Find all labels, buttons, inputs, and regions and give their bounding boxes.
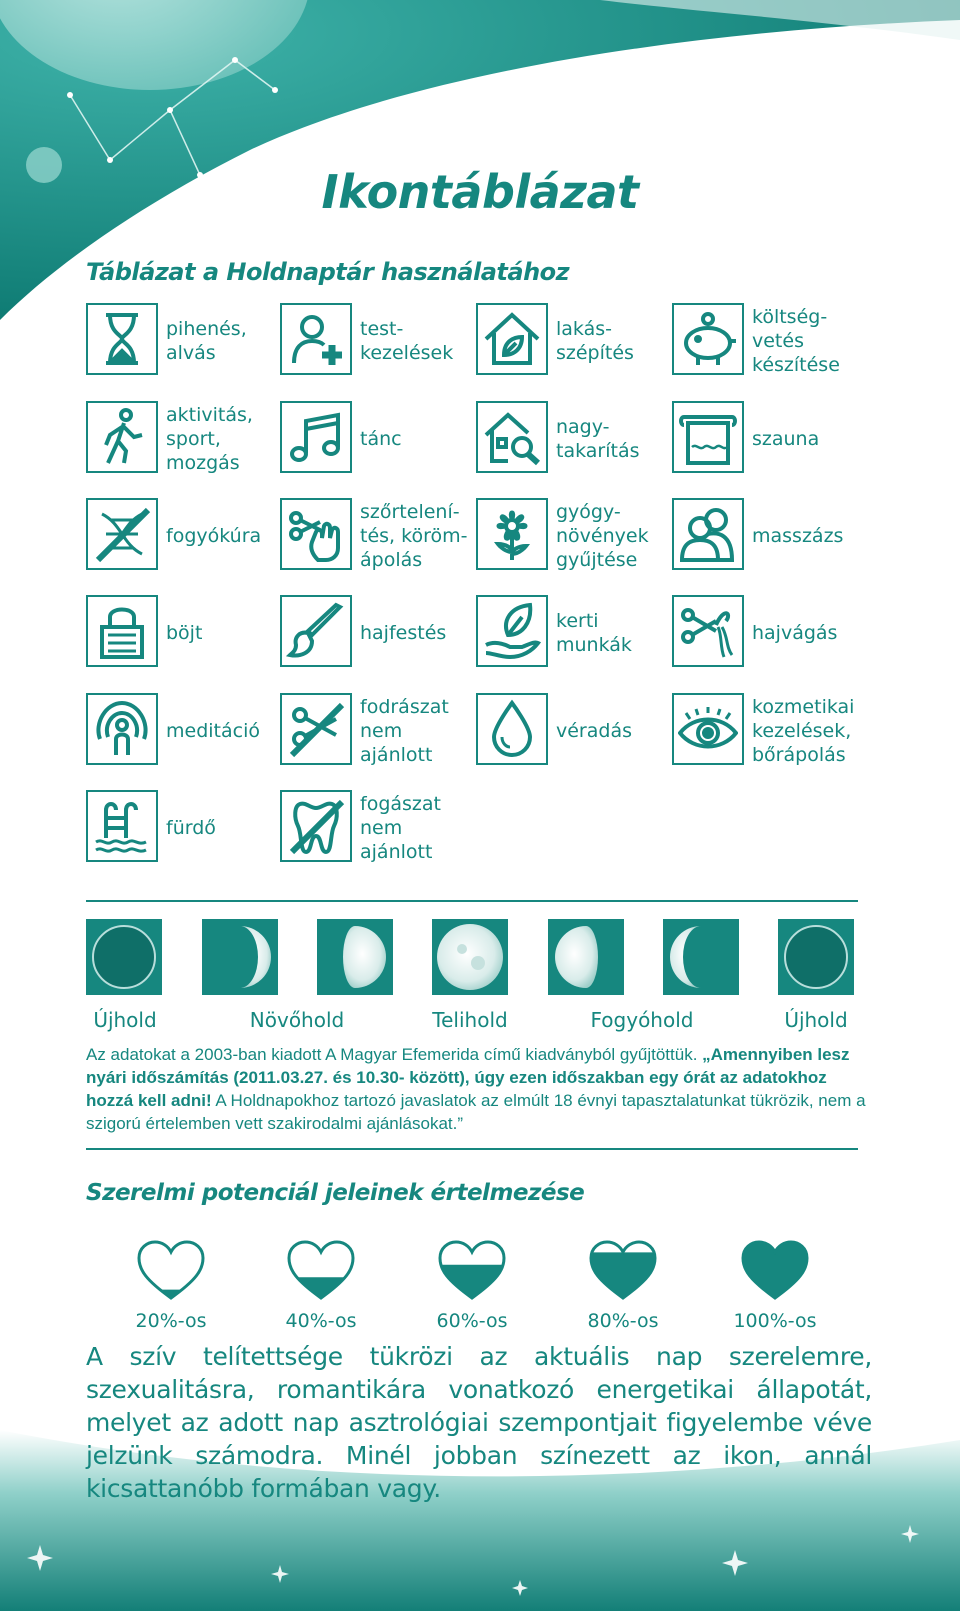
heart-label-20: 20%-os (135, 1310, 207, 1332)
dna-crossed-icon (92, 504, 152, 564)
scissors-hand-icon (286, 504, 346, 564)
scissors-hair-icon (678, 601, 738, 661)
scissors-crossed-icon (286, 699, 346, 759)
icon-cell-meditation (86, 693, 276, 773)
icon-label: fodrászat nem ajánlott (360, 696, 449, 766)
icon-label: szőrtelení- tés, köröm- ápolás (360, 501, 468, 571)
moon-label-full: Telihold (432, 1008, 508, 1032)
pool-ladder-icon (92, 796, 152, 856)
icon-cell-rest (86, 303, 276, 383)
hourglass-icon (92, 309, 152, 369)
icon-label: kozmetikai kezelések, bőrápolás (752, 696, 855, 766)
heart-40-icon (286, 1240, 356, 1302)
icon-label: fogászat nem ajánlott (360, 793, 441, 863)
icon-label: gyógy- növények gyűjtése (556, 501, 649, 571)
waning-gibbous-icon (548, 919, 624, 995)
waxing-gibbous-icon (317, 919, 393, 995)
icon-cell-fasting (86, 595, 276, 675)
icon-label: böjt (166, 622, 203, 644)
icon-label: költség- vetés készítése (752, 306, 840, 376)
data-source-note (86, 1043, 866, 1135)
icon-cell-cosmetics (672, 693, 862, 773)
person-plus-icon (286, 309, 346, 369)
full-moon-icon (432, 919, 508, 995)
moon-label-waning: Fogyóhold (590, 1008, 694, 1032)
icon-label: test- kezelések (360, 318, 454, 364)
moon-label-waxing: Növőhold (249, 1008, 345, 1032)
icon-cell-blood-donation (476, 693, 666, 773)
icon-label: hajvágás (752, 622, 838, 644)
heart-80-icon (588, 1240, 658, 1302)
heart-20-icon (136, 1240, 206, 1302)
page-title: Ikontáblázat (321, 165, 639, 219)
waxing-crescent-icon (202, 919, 278, 995)
icon-cell-massage (672, 498, 862, 578)
icon-label: hajfestés (360, 622, 447, 644)
flower-icon (482, 504, 542, 564)
icon-label: nagy- takarítás (556, 416, 640, 462)
icon-label: kerti munkák (556, 610, 632, 656)
moon-label-new: Újhold (93, 1008, 157, 1032)
walking-person-icon (92, 407, 152, 467)
icon-label: véradás (556, 720, 632, 742)
icon-cell-dance (280, 401, 470, 481)
icon-cell-gardening (476, 595, 666, 675)
icon-label: meditáció (166, 720, 260, 742)
icon-cell-home-decor (476, 303, 666, 383)
house-leaf-icon (482, 309, 542, 369)
icon-cell-herbs (476, 498, 666, 578)
icon-cell-epilation (280, 498, 470, 578)
icon-cell-hair-dye (280, 595, 470, 675)
icon-cell-diet (86, 498, 276, 578)
heart-label-60: 60%-os (436, 1310, 508, 1332)
icon-cell-haircut (672, 595, 862, 675)
icon-label: aktivitás, sport, mozgás (166, 404, 253, 474)
icon-label: pihenés, alvás (166, 318, 247, 364)
icon-label: fürdő (166, 817, 216, 839)
icon-cell-cleaning (476, 401, 666, 481)
icon-cell-budget (672, 303, 862, 383)
paintbrush-icon (286, 601, 346, 661)
icon-cell-activity (86, 401, 276, 481)
love-potential-description: A szív telítettsége tükrözi az aktuális nap szerelemre, szexualitásra, romantikára vonatkozó energetikai állapotát, melyet az adott nap asztrológiai szempontjait figyelembe véve jelzünk számodra. Minél jobban színezett az ikon, annál kicsattanóbb formában vagy. (86, 1342, 872, 1503)
piggy-bank-icon (678, 309, 738, 369)
note-text-2: A Holdnapokhoz tartozó javaslatok az elmúlt 18 évnyi tapasztalatunkat tükrözik, nem a szigorú értelemben vett szakirodalmi ajánlásokat.” (86, 1091, 866, 1133)
icon-cell-dentist-not-recommended (280, 790, 470, 870)
heart-label-80: 80%-os (587, 1310, 659, 1332)
divider-bottom (86, 1148, 858, 1150)
tooth-crossed-icon (286, 796, 346, 856)
waning-crescent-icon (663, 919, 739, 995)
icon-label: tánc (360, 428, 402, 450)
icon-cell-bath (86, 790, 276, 870)
icon-table-subtitle: Táblázat a Holdnaptár használatához (86, 258, 570, 286)
heart-label-40: 40%-os (285, 1310, 357, 1332)
new-moon-icon (778, 919, 854, 995)
new-moon-icon (86, 919, 162, 995)
love-potential-subtitle: Szerelmi potenciál jeleinek értelmezése (86, 1180, 585, 1206)
moon-label-new-2: Újhold (784, 1008, 848, 1032)
icon-label: fogyókúra (166, 525, 262, 547)
eye-icon (678, 699, 738, 759)
padlock-icon (92, 601, 152, 661)
icon-cell-body-treatments (280, 303, 470, 383)
icon-label: szauna (752, 428, 820, 450)
note-text-1: Az adatokat a 2003-ban kiadott A Magyar Efemerida című kiadványból gyűjtöttük. (86, 1045, 703, 1064)
heart-100-icon (740, 1240, 810, 1302)
heart-label-100: 100%-os (733, 1310, 817, 1332)
music-note-icon (286, 407, 346, 467)
divider-top (86, 900, 858, 902)
towel-icon (678, 407, 738, 467)
meditation-icon (92, 699, 152, 759)
blood-drop-icon (482, 699, 542, 759)
icon-cell-hairdresser-not-recommended (280, 693, 470, 773)
two-people-icon (678, 504, 738, 564)
icon-label: masszázs (752, 525, 844, 547)
icon-cell-sauna (672, 401, 862, 481)
note-text-bold: „Amennyiben lesz nyári időszámítás (2011.03.27. és 10.30- között), úgy ezen időszakban egy órát az adatokhoz hozzá kell adni! (86, 1045, 850, 1110)
icon-label: lakás- szépítés (556, 318, 634, 364)
house-magnifier-icon (482, 407, 542, 467)
hand-leaf-icon (482, 601, 542, 661)
heart-60-icon (437, 1240, 507, 1302)
